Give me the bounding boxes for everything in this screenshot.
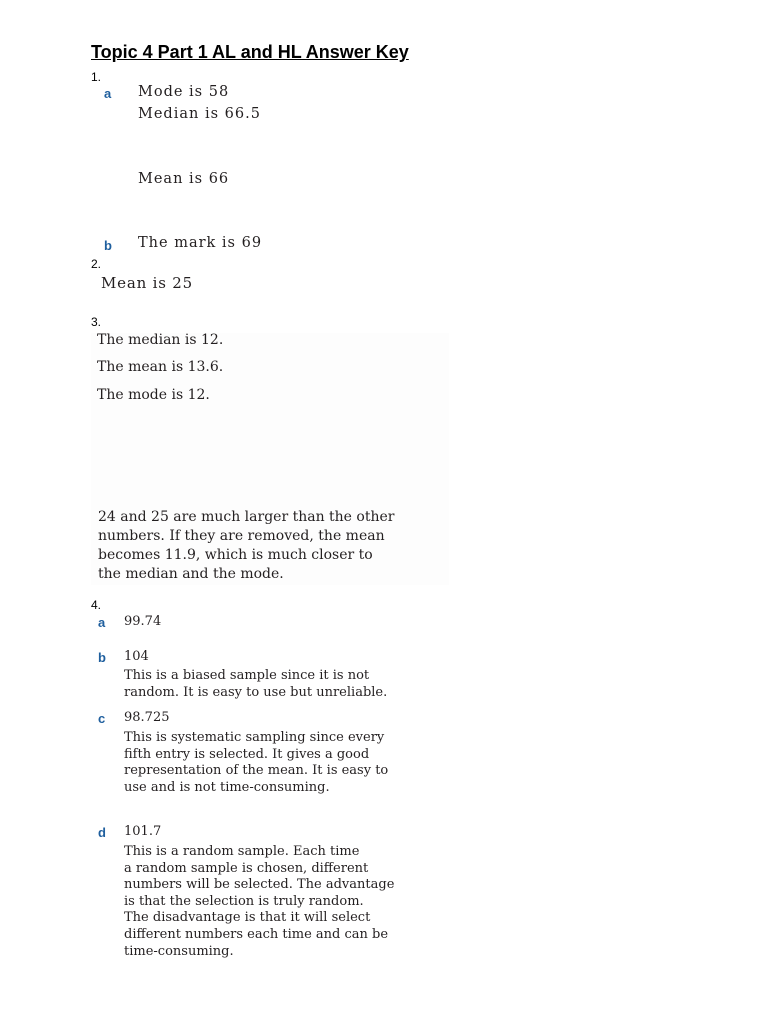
q4-part-d-explanation: This is a random sample. Each time a random sample is chosen, different numbers will be selected. The advantage is that the selection is truly random. The disadvantage is that it will select different numbers each time and can be time-consuming. [124,844,395,959]
q4-part-b-letter: b [98,650,106,665]
q1-median-answer: Median is 66.5 [138,106,261,122]
q3-mean-answer: The mean is 13.6. [97,359,224,375]
q2-mean-answer: Mean is 25 [101,274,193,292]
q3-explanation: 24 and 25 are much larger than the other numbers. If they are removed, the mean becomes 11.9, which is much closer to the median and the mode. [98,509,395,582]
q1-mode-answer: Mode is 58 [138,84,230,100]
q1-part-b-letter: b [104,238,112,253]
page-title: Topic 4 Part 1 AL and HL Answer Key [91,42,409,62]
question-4-number: 4. [91,598,102,612]
q4-part-b-value: 104 [124,649,149,664]
q1-part-a-letter: a [104,86,112,101]
q1-mark-answer: The mark is 69 [138,235,263,251]
question-2-number: 2. [91,257,102,271]
q4-part-a-letter: a [98,615,106,630]
q1-mean-answer: Mean is 66 [138,171,230,187]
question-3-number: 3. [91,315,102,329]
question-1-number: 1. [91,70,102,84]
q4-part-c-explanation: This is systematic sampling since every fifth entry is selected. It gives a good representation of the mean. It is easy to use and is not time-consuming. [124,730,389,795]
q4-part-d-letter: d [98,825,106,840]
q3-mode-answer: The mode is 12. [97,387,210,403]
q4-part-a-value: 99.74 [124,614,162,629]
q4-part-c-value: 98.725 [124,710,170,725]
q4-part-d-value: 101.7 [124,824,162,839]
q3-median-answer: The median is 12. [97,332,224,348]
q4-part-c-letter: c [98,711,106,726]
q4-part-b-explanation: This is a biased sample since it is not random. It is easy to use but unreliable. [124,668,388,700]
